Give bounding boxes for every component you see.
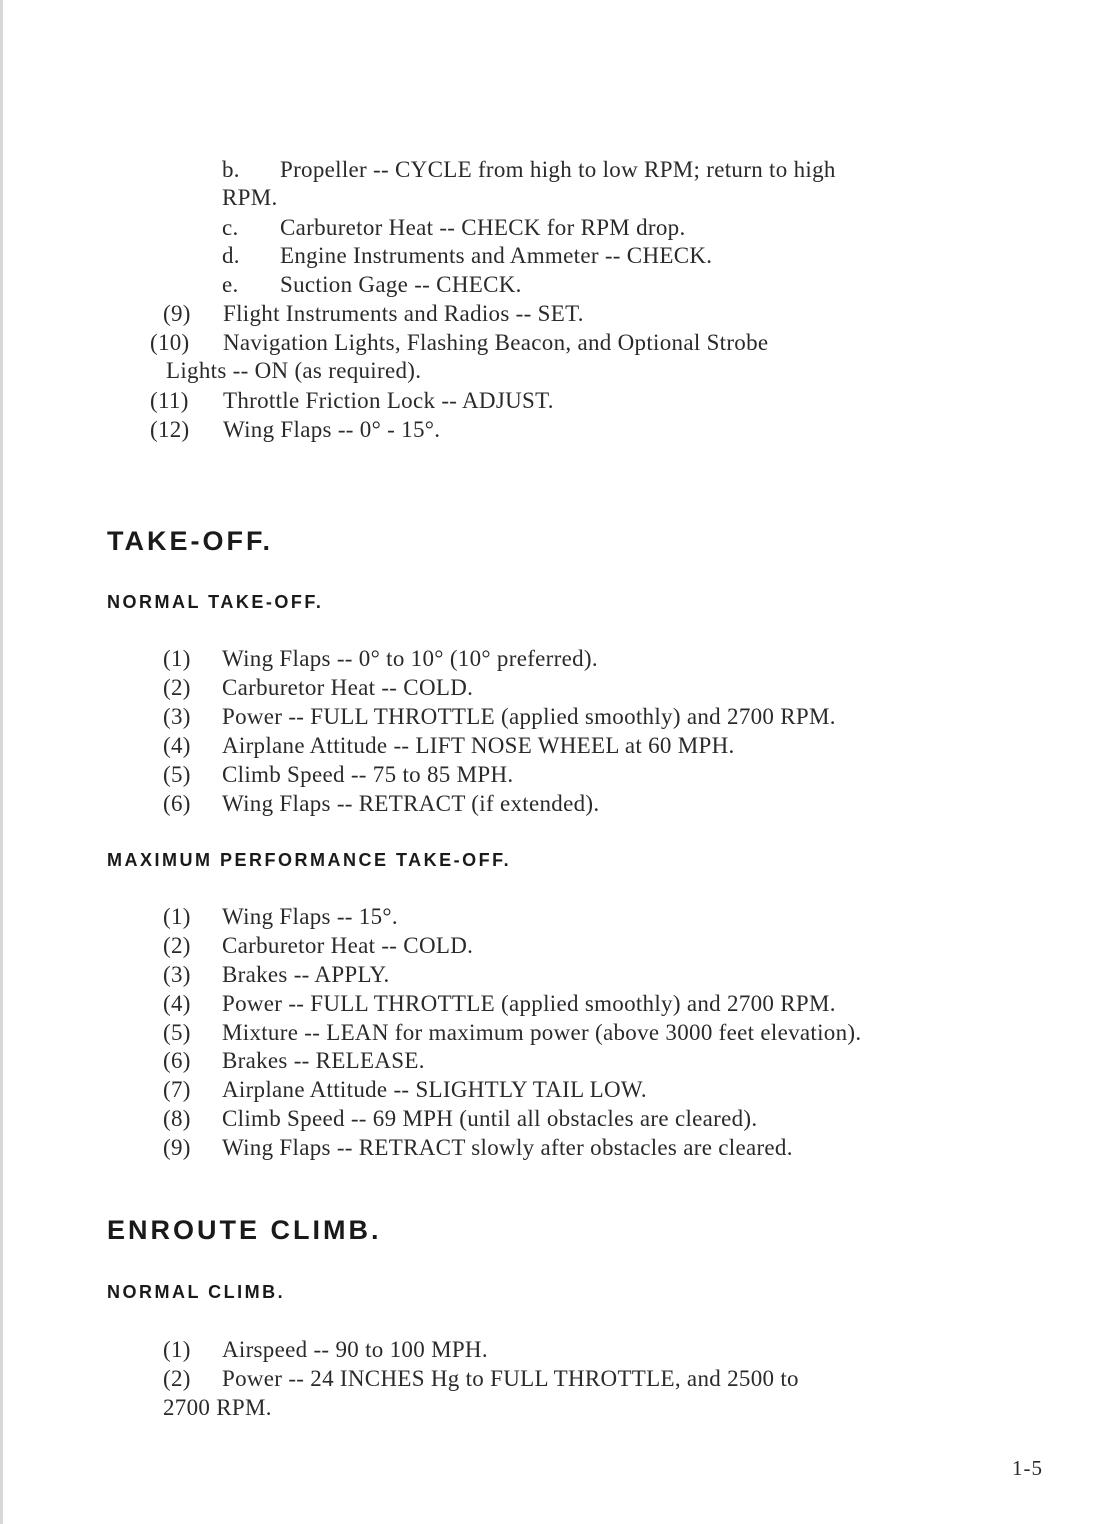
section-heading-takeoff: TAKE-OFF. <box>107 526 273 556</box>
subsection-heading-normal-climb: NORMAL CLIMB. <box>107 1282 286 1302</box>
subsection-heading-max-performance-takeoff: MAXIMUM PERFORMANCE TAKE-OFF. <box>107 850 512 870</box>
subsection-heading-normal-takeoff: NORMAL TAKE-OFF. <box>107 592 324 612</box>
section-heading-enroute-climb: ENROUTE CLIMB. <box>107 1215 382 1245</box>
manual-page: b. Propeller -- CYCLE from high to low RPM; return to high RPM. c. Carburetor Heat -- CHECK for RPM drop. d. Engine Instruments and Ammeter -- CHECK. e. Suction Gage -- CHECK. (9) Flight Instruments and Radios -- SET. (10) Navigation Lights, Flashing Beacon, and Optional Strobe Lights -- ON (as required). (11) Throttle Friction Lock -- ADJUST. (12) Wing Flaps -- 0° - 15°. TAKE-OFF. NORMAL TAKE-OFF. (1) Wing Flaps -- 0° to 10° (10° preferred). (2) Carburetor Heat -- COLD. (3) Power -- FULL THROTTLE (applied smoothly) and 2700 RPM. (4) Airplane Attitude -- LIFT NOSE WHEEL at 60 MPH. (5) Climb Speed -- 75 to 85 MPH. (6) Wing Flaps -- RETRACT (if extended). MAXIMUM PERFORMANCE TAKE-OFF. (1) Wing Flaps -- 15°. (2) Carburetor Heat -- COLD. (3) Brakes -- APPLY. (4) Power -- FULL THROTTLE (applied smoothly) and 2700 RPM. (5) Mixture -- LEAN for maximum power (above 3000 feet elevation). (6) Brakes -- RELEASE. (7) Airplane Attitude -- SLIGHTLY TAIL LOW. (8) Climb Speed -- 69 MPH (until all obstacles are cleared). (9) Wing Flaps -- RETRACT slowly after obstacles are cleared. ENROUTE CLIMB. NORMAL CLIMB. (1) Airspeed -- 90 to 100 MPH. (2) Power -- 24 INCHES Hg to FULL THROTTLE, and 2500 to 2700 RPM. 1-5 <box>0 0 1095 1524</box>
page-edge-shadow <box>0 0 3 1524</box>
page-number: 1-5 <box>1012 1456 1043 1480</box>
